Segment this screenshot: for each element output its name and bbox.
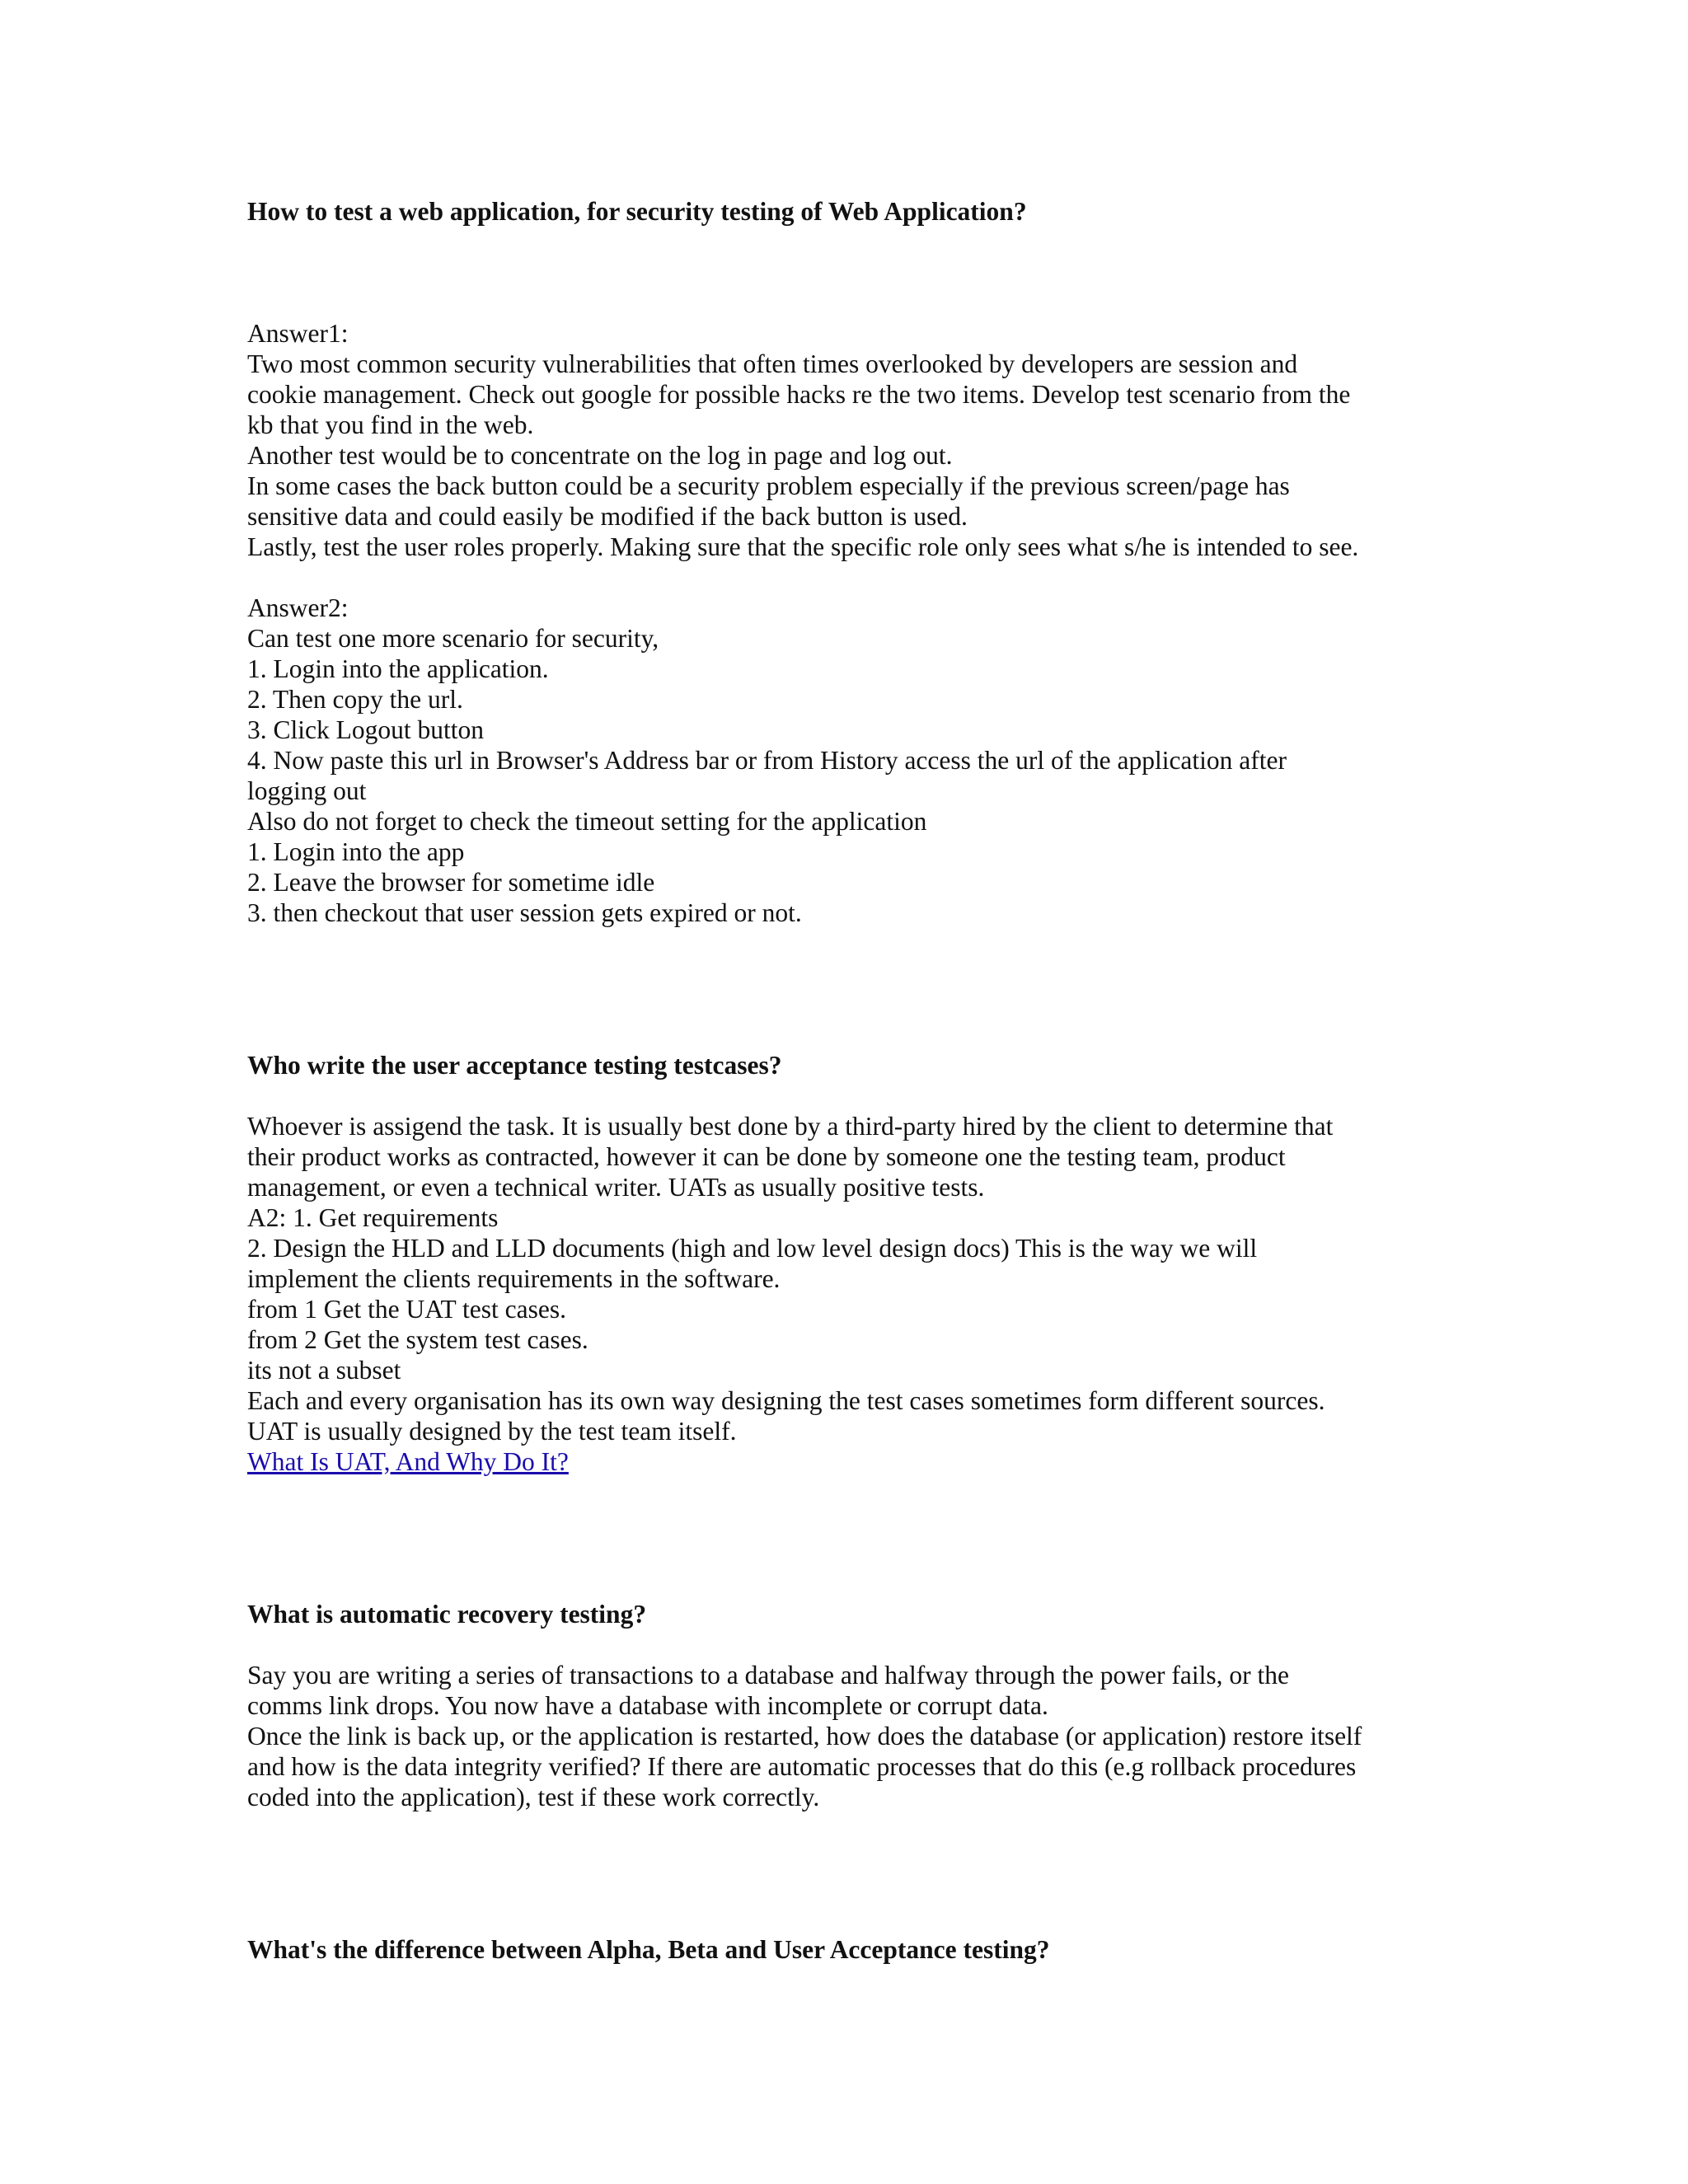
recovery-line: and how is the data integrity verified? If there are automatic processes that do this (e.g rollback procedures — [247, 1752, 1357, 1781]
recovery-line: Say you are writing a series of transactions to a database and halfway through the power fails, or the — [247, 1661, 1289, 1690]
answer2-line: Can test one more scenario for security, — [247, 624, 659, 653]
answer1-line: kb that you find in the web. — [247, 410, 534, 439]
uat-line: from 2 Get the system test cases. — [247, 1325, 588, 1354]
answer2-line: Also do not forget to check the timeout setting for the application — [247, 807, 927, 836]
answer1-line: sensitive data and could easily be modified if the back button is used. — [247, 502, 968, 531]
uat-line: implement the clients requirements in the software. — [247, 1264, 781, 1293]
uat-line: 2. Design the HLD and LLD documents (high and low level design docs) This is the way we will — [247, 1234, 1258, 1263]
spacer — [247, 928, 1451, 1050]
answer1-line: cookie management. Check out google for possible hacks re the two items. Develop test scenario from the — [247, 380, 1351, 409]
answer2-line: 2. Then copy the url. — [247, 685, 463, 714]
uat-line: A2: 1. Get requirements — [247, 1203, 499, 1232]
uat-line: from 1 Get the UAT test cases. — [247, 1295, 566, 1324]
answer2-line: 1. Login into the application. — [247, 654, 549, 683]
answer1-line: Two most common security vulnerabilities that often times overlooked by developers are session and — [247, 349, 1298, 378]
answer1-label: Answer1: — [247, 319, 349, 348]
answer1-line: Another test would be to concentrate on the log in page and log out. — [247, 441, 953, 470]
heading-alpha-beta-uat: What's the difference between Alpha, Beta and User Acceptance testing? — [247, 1935, 1050, 1964]
answer2-line: 2. Leave the browser for sometime idle — [247, 868, 655, 897]
heading-automatic-recovery-testing: What is automatic recovery testing? — [247, 1600, 647, 1629]
heading-uat-testcases: Who write the user acceptance testing testcases? — [247, 1051, 782, 1080]
heading-web-security-testing: How to test a web application, for security testing of Web Application? — [247, 197, 1027, 226]
spacer — [247, 1477, 1451, 1599]
spacer — [247, 1080, 1451, 1111]
uat-line: management, or even a technical writer. UATs as usually positive tests. — [247, 1173, 985, 1202]
recovery-line: comms link drops. You now have a database with incomplete or corrupt data. — [247, 1691, 1048, 1720]
recovery-line: coded into the application), test if these work correctly. — [247, 1783, 820, 1811]
answer2-line: 1. Login into the app — [247, 837, 465, 866]
recovery-line: Once the link is back up, or the application is restarted, how does the database (or application) restore itself — [247, 1722, 1362, 1750]
answer2-line: 3. Click Logout button — [247, 715, 484, 744]
answer2-line: 3. then checkout that user session gets expired or not. — [247, 898, 802, 927]
answer2-line: logging out — [247, 776, 367, 805]
uat-article-link[interactable]: What Is UAT, And Why Do It? — [247, 1447, 569, 1476]
uat-line: Whoever is assigend the task. It is usually best done by a third-party hired by the client to determine that — [247, 1112, 1334, 1141]
uat-line: UAT is usually designed by the test team itself. — [247, 1417, 737, 1446]
answer2-label: Answer2: — [247, 593, 349, 622]
uat-line: Each and every organisation has its own way designing the test cases sometimes form different sources. — [247, 1386, 1325, 1415]
uat-line: its not a subset — [247, 1356, 401, 1385]
answer1-line: Lastly, test the user roles properly. Making sure that the specific role only sees what s/he is intended to see. — [247, 532, 1359, 561]
answer1-line: In some cases the back button could be a security problem especially if the previous screen/page has — [247, 471, 1290, 500]
document-page — [247, 196, 1451, 1965]
spacer — [247, 1629, 1451, 1660]
uat-line: their product works as contracted, however it can be done by someone one the testing team, product — [247, 1142, 1286, 1171]
answer2-line: 4. Now paste this url in Browser's Address bar or from History access the url of the application after — [247, 746, 1287, 775]
spacer — [247, 562, 1451, 593]
spacer — [247, 227, 1451, 318]
spacer — [247, 1812, 1451, 1934]
